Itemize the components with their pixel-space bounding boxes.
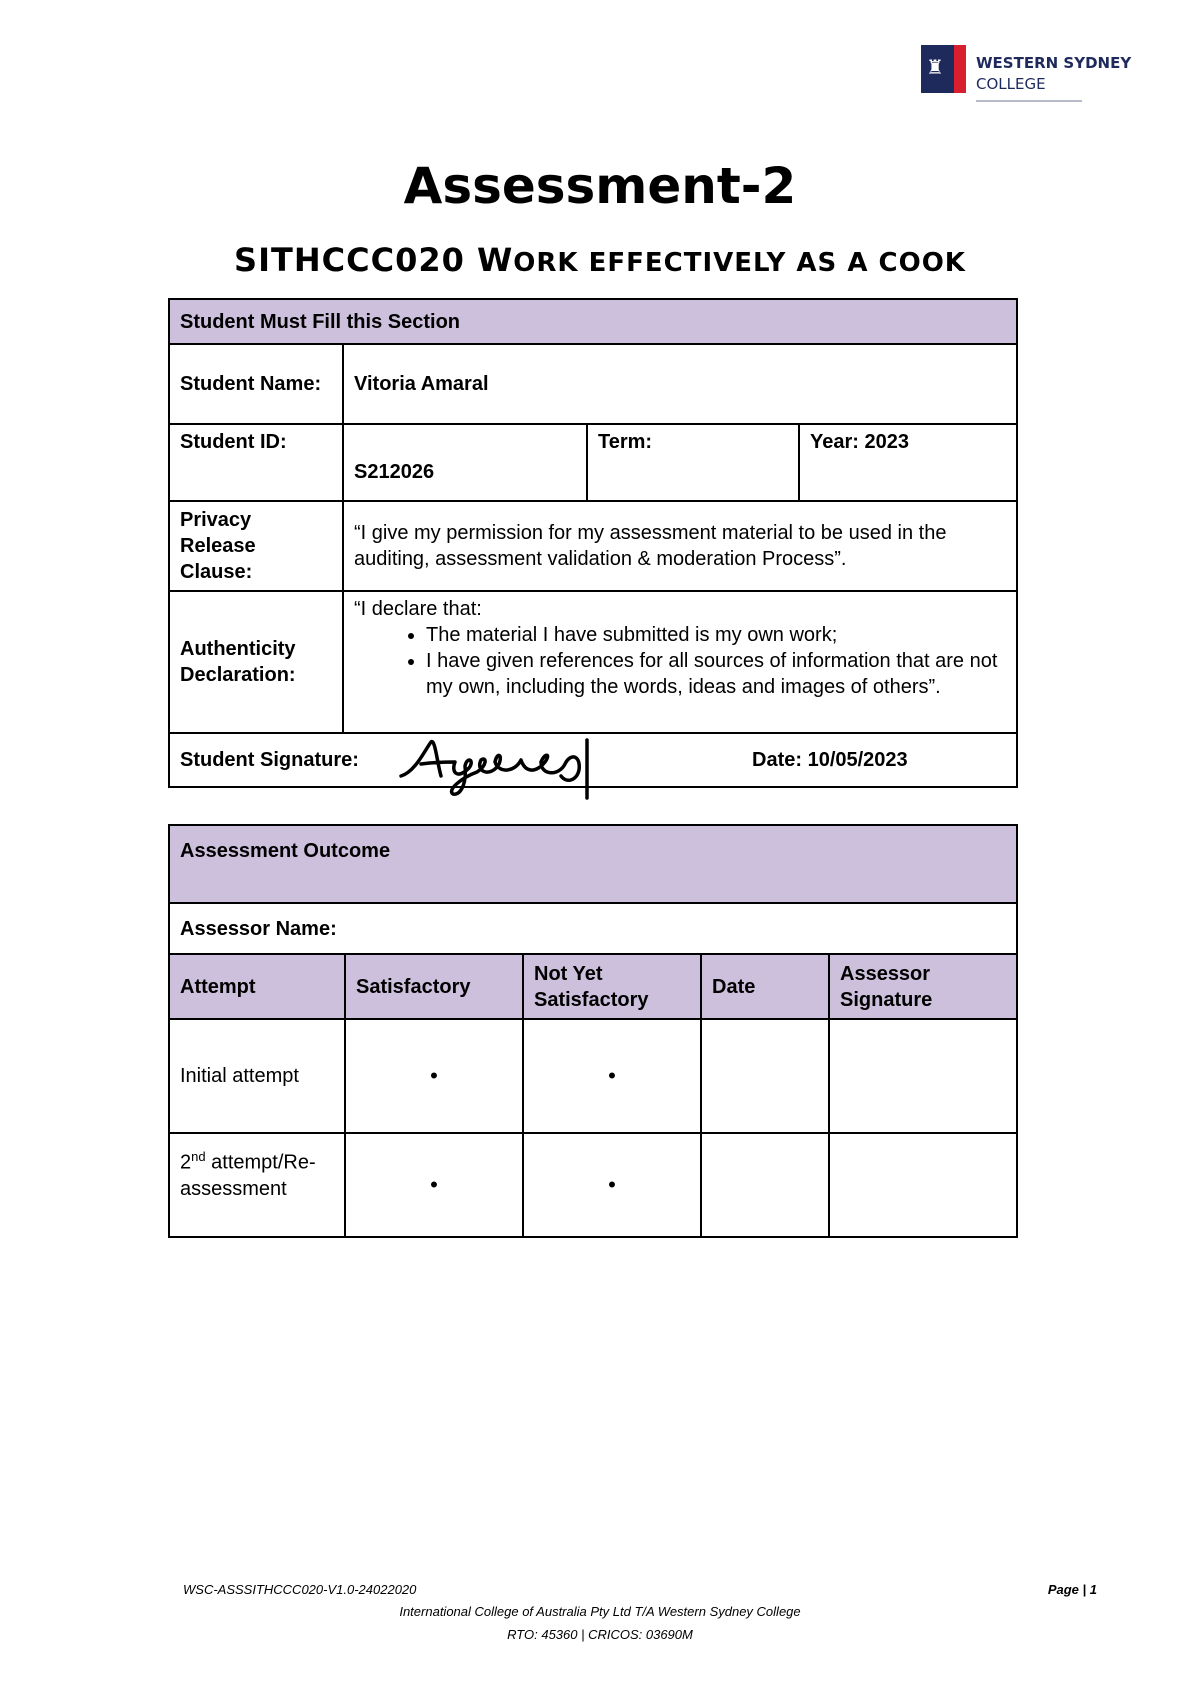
term-field[interactable]: Term: [587,424,799,501]
logo-tagline-rule [976,100,1082,102]
student-section-header: Student Must Fill this Section [169,299,1017,344]
date-cell[interactable] [701,1019,829,1133]
authenticity-item: • I have given references for all sources of information that are not my own, including the words, ideas and images of others”. [426,648,1006,700]
privacy-text: “I give my permission for my assessment material to be used in the auditing, assessment validation & moderation Process”. [343,501,1017,591]
privacy-label: Privacy Release Clause: [169,501,343,591]
student-section-table [168,298,1018,788]
authenticity-text [343,591,1017,733]
signature-row [169,733,1017,787]
footer-doc-code: WSC-ASSSITHCCC020-V1.0-24022020 [183,1582,417,1597]
column-header: Satisfactory [345,954,523,1019]
footer-page-number: Page | 1 [1047,1582,1097,1597]
tower-icon: ♜ [926,57,944,79]
date-cell[interactable] [701,1133,829,1237]
authenticity-list [354,622,1006,700]
student-id-label: Student ID: [169,424,343,501]
assessor-name-field[interactable]: Assessor Name: [169,903,1017,954]
page-title: Assessment-2 [403,157,797,215]
logo-mark-red [954,45,966,93]
column-header: Attempt [169,954,345,1019]
college-logo [914,36,1136,108]
student-id-field[interactable]: S212026 [343,424,587,501]
not-yet-satisfactory-bullet[interactable]: • [523,1133,701,1237]
authenticity-intro: “I declare that: [354,598,482,620]
satisfactory-bullet[interactable]: • [345,1133,523,1237]
logo-text-line2: COLLEGE [976,75,1046,93]
column-header: Assessor Signature [829,954,1017,1019]
authenticity-label: Authenticity Declaration: [169,591,343,733]
not-yet-satisfactory-bullet[interactable]: • [523,1019,701,1133]
unit-title: SITHCCC020 WORK EFFECTIVELY AS A COOK [234,241,966,279]
signature-label: Student Signature: [180,749,359,771]
footer-rto: RTO: 45360 | CRICOS: 03690M [507,1627,693,1642]
column-header: Not Yet Satisfactory [523,954,701,1019]
year-field[interactable]: Year: 2023 [799,424,1017,501]
assessor-signature-cell[interactable] [829,1019,1017,1133]
footer-organisation: International College of Australia Pty Ltd T/A Western Sydney College [399,1604,801,1619]
outcome-header: Assessment Outcome [169,825,1017,903]
logo-text-line1: WESTERN SYDNEY [976,54,1132,72]
satisfactory-bullet[interactable]: • [345,1019,523,1133]
student-signature-image[interactable] [395,732,605,800]
authenticity-item: • The material I have submitted is my own work; [426,622,1006,648]
assessor-signature-cell[interactable] [829,1133,1017,1237]
attempt-label: 2nd attempt/Re-assessment [169,1133,345,1237]
column-header: Date [701,954,829,1019]
assessment-outcome-table [168,824,1018,1238]
student-name-field[interactable]: Vitoria Amaral [343,344,1017,424]
attempt-label: Initial attempt [169,1019,345,1133]
signature-date[interactable]: Date: 10/05/2023 [752,749,908,771]
student-name-label: Student Name: [169,344,343,424]
